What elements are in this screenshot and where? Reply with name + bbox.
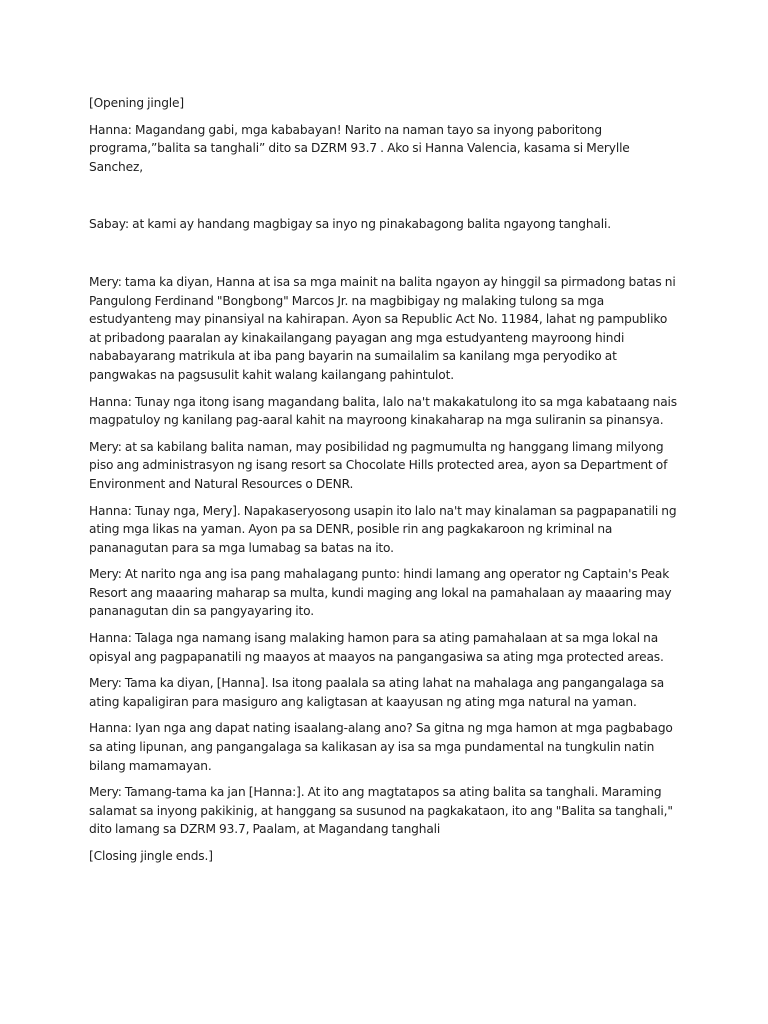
opening-jingle-note: [Opening jingle] — [89, 96, 184, 110]
hanna-protected-areas: Hanna: Talaga nga namang isang malaking hamon para sa ating pamahalaan at sa mga lokal na opisyal ang pagpapanatili ng maayos at maayos na pangangasiwa sa ating mga protected areas. — [89, 631, 664, 664]
mery-reminder: Mery: Tama ka diyan, [Hanna]. Isa itong paalala sa ating lahat na mahalaga ang pangangalaga sa ating kapaligiran para masiguro ang kaligtasan at kaayusan ng ating mga natural na yaman. — [89, 676, 665, 709]
closing-jingle-note: [Closing jingle ends.] — [89, 849, 213, 863]
mery-news-denr: Mery: at sa kabilang balita naman, may posibilidad ng pagmumulta ng hanggang limang milyong piso ang administrasyon ng isang resort sa Chocolate Hills protected area, ayon sa Department of Environment and Natural Resources o DENR. — [89, 439, 668, 491]
hanna-reflection: Hanna: Iyan nga ang dapat nating isaalang-alang ano? Sa gitna ng mga hamon at mga pagbabago sa ating lipunan, ang pangangalaga sa kalikasan ay isa sa mga pundamental na tungkulin natin bilang mamamayan. — [89, 721, 673, 773]
mery-captains-peak: Mery: At narito nga ang isa pang mahalagang punto: hindi lamang ang operator ng Captain's Peak Resort ang maaaring maharap sa multa, kundi maging ang lokal na pamahalaan ay maaaring may pananagutan din sa pangyayaring ito. — [89, 567, 672, 619]
hanna-greeting: Hanna: Magandang gabi, mga kababayan! Narito na naman tayo sa inyong paboritong programa,”balita sa tanghali” dito sa DZRM 93.7 . Ako si Hanna Valencia, kasama si Merylle Sanchez, — [89, 122, 630, 174]
mery-news-education: Mery: tama ka diyan, Hanna at isa sa mga mainit na balita ngayon ay hinggil sa pirmadong batas ni Pangulong Ferdinand "Bongbong" Marcos Jr. na magbibigay ng malaking tulong sa mga estudyanteng may pinansiyal na kahirapan. Ayon sa Republic Act No. 11984, lahat ng pampubliko at pribadong paaralan ay kinakailangang payagan ang mga estudyanteng mayroong hindi nababayarang matrikula at iba pang bayarin na sumailalim sa kanilang mga peryodiko at pangwakas na pagsusulit kahit walang kailangang pahintulot. — [89, 274, 676, 382]
document-body — [89, 94, 681, 866]
sabay-line: Sabay: at kami ay handang magbigay sa inyo ng pinakabagong balita ngayong tanghali. — [89, 217, 611, 232]
hanna-response-denr: Hanna: Tunay nga, Mery]. Napakaseryosong usapin ito lalo na't may kinalaman sa pagpapanatili ng ating mga likas na yaman. Ayon pa sa DENR, posible rin ang pagkakaroon ng kriminal na pananagutan para sa mga lumabag sa batas na ito. — [89, 503, 677, 555]
hanna-response-education: Hanna: Tunay nga itong isang magandang balita, lalo na't makakatulong ito sa mga kabataang nais magpatuloy ng kanilang pag-aaral kahit na mayroong kinakaharap na mga suliranin sa pinansya. — [89, 394, 677, 428]
mery-closing: Mery: Tamang-tama ka jan [Hanna:]. At ito ang magtatapos sa ating balita sa tanghali. Maraming salamat sa inyong pakikinig, at hanggang sa susunod na pagkakataon, ito ang "Balita sa tanghali," dito lamang sa DZRM 93.7, Paalam, at Magandang tanghali — [89, 785, 673, 837]
